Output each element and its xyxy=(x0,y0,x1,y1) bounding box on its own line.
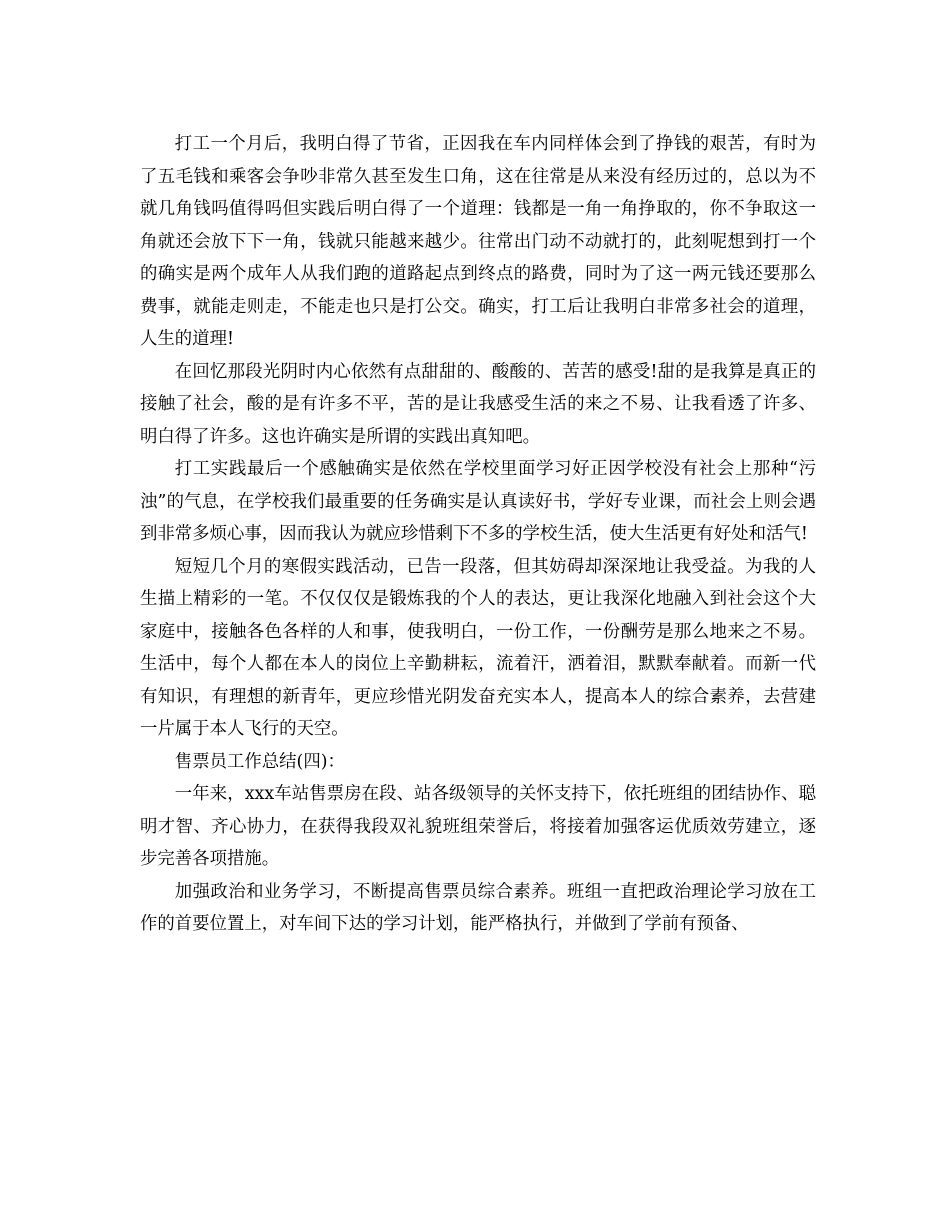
paragraph-2: 在回忆那段光阴时内心依然有点甜甜的、酸酸的、苦苦的感受!甜的是我算是真正的接触了社会，酸的是有许多不平，苦的是让我感受生活的来之不易、让我看透了许多、明白得了许多。这也许确实是所谓的实践出真知吧。 xyxy=(140,361,816,447)
paragraph-1: 打工一个月后，我明白得了节省，正因我在车内同样体会到了挣钱的艰苦，有时为了五毛钱和乘客会争吵非常久甚至发生口角，这在往常是从来没有经历过的，总以为不就几角钱吗值得吗但实践后明白得了一个道理：钱都是一角一角挣取的，你不争取这一角就还会放下下一角，钱就只能越来越少。往常出门动不动就打的，此刻呢想到打一个的确实是两个成年人从我们跑的道路起点到终点的路费，同时为了这一两元钱还要那么费事，就能走则走，不能走也只是打公交。确实，打工后让我明白非常多社会的道理，人生的道理! xyxy=(140,134,816,349)
document-body xyxy=(140,128,816,941)
paragraph-6: 加强政治和业务学习，不断提高售票员综合素养。班组一直把政治理论学习放在工作的首要位置上，对车间下达的学习计划，能严格执行，并做到了学前有预备、 xyxy=(140,881,816,934)
section-heading: 售票员工作总结(四)： xyxy=(174,751,345,772)
paragraph-3: 打工实践最后一个感触确实是依然在学校里面学习好正因学校没有社会上那种“污浊”的气息，在学校我们最重要的任务确实是认真读好书，学好专业课，而社会上则会遇到非常多烦心事，因而我认为就应珍惜剩下不多的学校生活，使大生活更有好处和活气! xyxy=(140,459,816,544)
paragraph-4: 短短几个月的寒假实践活动，已告一段落，但其妨碍却深深地让我受益。为我的人生描上精彩的一笔。不仅仅仅是锻炼我的个人的表达，更让我深化地融入到社会这个大家庭中，接触各色各样的人和事，使我明白，一份工作，一份酬劳是那么地来之不易。生活中，每个人都在本人的岗位上辛勤耕耘，流着汗，洒着泪，默默奉献着。而新一代有知识，有理想的新青年，更应珍惜光阴发奋充实本人，提高本人的综合素养，去营建一片属于本人飞行的天空。 xyxy=(140,556,816,739)
paragraph-5: 一年来，xxx车站售票房在段、站各级领导的关怀支持下，依托班组的团结协作、聪明才智、齐心协力，在获得我段双礼貌班组荣誉后，将接着加强客运优质效劳建立，逐步完善各项措施。 xyxy=(140,784,816,869)
